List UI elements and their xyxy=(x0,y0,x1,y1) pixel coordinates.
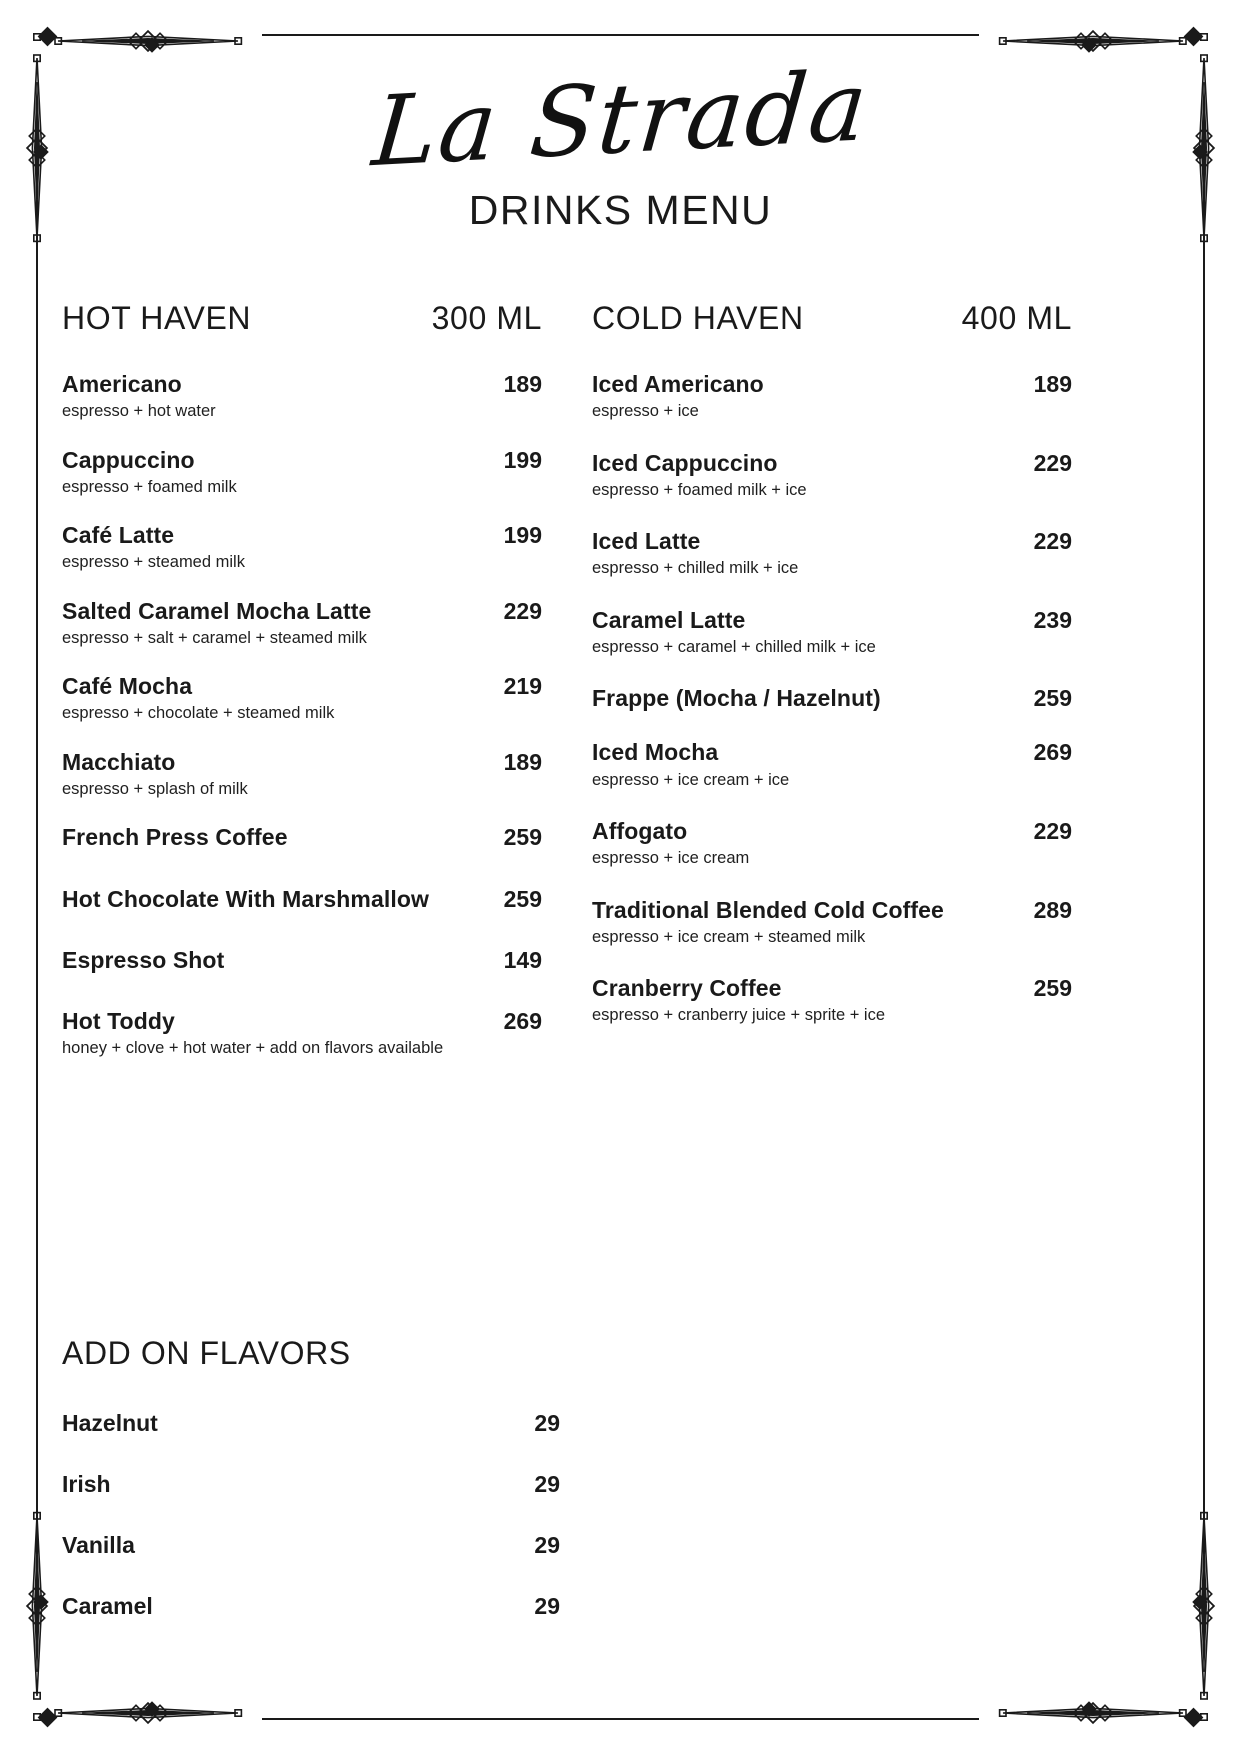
menu-item xyxy=(62,447,542,499)
menu-item-price: 229 xyxy=(1033,817,1072,844)
addon-item-price: 29 xyxy=(534,1593,560,1619)
menu-item-price: 229 xyxy=(1033,449,1072,476)
menu-item-text xyxy=(592,818,1014,870)
menu-item-description: espresso + chocolate + steamed milk xyxy=(62,704,335,723)
menu-item xyxy=(62,1008,542,1060)
menu-item-text xyxy=(62,598,484,650)
menu-item-text xyxy=(62,749,484,801)
menu-item-name: Café Latte xyxy=(62,522,175,549)
menu-item xyxy=(62,947,542,974)
menu-item-text xyxy=(62,1008,484,1060)
menu-section-add-on-flavors xyxy=(62,1335,560,1654)
menu-item-name: Traditional Blended Cold Coffee xyxy=(592,896,944,923)
menu-item-price: 149 xyxy=(503,946,542,973)
section-size-label: 400 ML xyxy=(961,300,1072,336)
menu-item-price: 189 xyxy=(1033,371,1072,397)
menu-item-text xyxy=(592,528,1014,580)
menu-item-text xyxy=(62,673,484,725)
menu-item-text xyxy=(62,824,484,851)
menu-item-text xyxy=(62,371,484,423)
menu-item-description: espresso + cranberry juice + sprite + ice xyxy=(592,1006,886,1025)
menu-item xyxy=(592,897,1072,949)
addon-item-price: 29 xyxy=(534,1471,560,1497)
menu-item-description: espresso + ice cream xyxy=(592,849,750,868)
menu-item-description: espresso + splash of milk xyxy=(62,779,248,798)
menu-item-text xyxy=(592,685,1014,712)
addon-item-name: Caramel xyxy=(62,1593,153,1619)
menu-item-description: espresso + foamed milk xyxy=(62,477,237,496)
section-header xyxy=(592,300,1072,337)
menu-item-name: Iced Latte xyxy=(592,528,701,555)
menu-item-price: 259 xyxy=(1033,975,1072,1002)
section-header xyxy=(62,300,542,337)
menu-item-price: 189 xyxy=(503,371,542,397)
menu-item xyxy=(592,685,1072,712)
menu-item-name: Iced Cappuccino xyxy=(592,449,778,476)
menu-item xyxy=(592,528,1072,580)
addon-item xyxy=(62,1471,560,1498)
section-title: COLD HAVEN xyxy=(592,300,804,336)
menu-item-price: 199 xyxy=(503,522,542,549)
menu-item-name: Café Mocha xyxy=(62,673,193,700)
menu-item-name: Americano xyxy=(62,371,182,397)
menu-item-text xyxy=(592,450,1014,502)
menu-item xyxy=(592,739,1072,791)
menu-item-text xyxy=(592,897,1014,949)
menu-item xyxy=(62,886,542,913)
menu-item-price: 269 xyxy=(1033,739,1072,766)
menu-item-description: honey + clove + hot water + add on flavors available xyxy=(62,1038,444,1057)
addon-item-price: 29 xyxy=(534,1532,560,1558)
menu-item-text xyxy=(592,607,1014,659)
menu-item-name: Espresso Shot xyxy=(62,946,225,973)
menu-item-text xyxy=(592,739,1014,791)
addon-item-name: Vanilla xyxy=(62,1532,135,1558)
menu-item-text xyxy=(62,447,484,499)
brand-logo: La Strada xyxy=(368,49,873,189)
art-deco-corner-ornament-icon xyxy=(991,1504,1241,1754)
section-size-label: 300 ML xyxy=(431,300,542,336)
menu-item-price: 259 xyxy=(503,885,542,912)
frame-left-rule xyxy=(36,200,38,1554)
menu-item-name: Hot Toddy xyxy=(62,1007,175,1034)
menu-item xyxy=(62,598,542,650)
menu-item-description: espresso + salt + caramel + steamed milk xyxy=(62,628,367,647)
menu-item-name: Cappuccino xyxy=(62,446,195,473)
menu-item-name: Salted Caramel Mocha Latte xyxy=(62,597,372,624)
menu-item-description: espresso + foamed milk + ice xyxy=(592,480,807,499)
addon-item xyxy=(62,1410,560,1437)
menu-item xyxy=(62,673,542,725)
menu-item-price: 189 xyxy=(503,748,542,775)
addon-item xyxy=(62,1532,560,1559)
menu-item xyxy=(62,371,542,423)
menu-item xyxy=(592,450,1072,502)
menu-item-price: 259 xyxy=(503,824,542,851)
menu-item-price: 259 xyxy=(1033,685,1072,712)
menu-item-description: espresso + hot water xyxy=(62,402,216,421)
menu-item-description: espresso + chilled milk + ice xyxy=(592,559,799,578)
menu-item-name: Hot Chocolate With Marshmallow xyxy=(62,885,429,912)
menu-item-price: 229 xyxy=(1033,528,1072,555)
menu-item-text xyxy=(62,522,484,574)
menu-item xyxy=(592,975,1072,1027)
menu-item-text xyxy=(62,947,484,974)
menu-section-cold-haven xyxy=(592,300,1072,1083)
menu-item xyxy=(592,818,1072,870)
menu-item-description: espresso + ice cream + ice xyxy=(592,770,790,789)
menu-item xyxy=(62,522,542,574)
addon-item xyxy=(62,1593,560,1620)
menu-item xyxy=(62,749,542,801)
section-title: HOT HAVEN xyxy=(62,300,252,336)
menu-item-price: 289 xyxy=(1033,896,1072,923)
menu-header xyxy=(0,49,1241,234)
frame-bottom-rule xyxy=(262,1718,979,1720)
menu-item-description: espresso + ice xyxy=(592,402,699,421)
menu-columns xyxy=(62,300,1072,1083)
menu-item xyxy=(62,824,542,851)
addon-item-name: Irish xyxy=(62,1471,111,1497)
menu-item-name: Caramel Latte xyxy=(592,606,746,633)
menu-item-price: 229 xyxy=(503,597,542,624)
addon-item-price: 29 xyxy=(534,1410,560,1436)
page-title: DRINKS MENU xyxy=(468,186,773,233)
menu-item-name: Iced Mocha xyxy=(592,739,719,766)
frame-top-rule xyxy=(262,34,979,36)
menu-section-hot-haven xyxy=(62,300,542,1083)
menu-item-name: French Press Coffee xyxy=(62,824,288,851)
menu-item xyxy=(592,371,1072,423)
addon-item-name: Hazelnut xyxy=(62,1410,158,1436)
menu-item-description: espresso + steamed milk xyxy=(62,553,245,572)
menu-item-text xyxy=(592,371,1014,423)
menu-item-name: Frappe (Mocha / Hazelnut) xyxy=(592,685,881,712)
menu-item-price: 239 xyxy=(1033,606,1072,633)
section-title: ADD ON FLAVORS xyxy=(62,1335,351,1371)
menu-item-name: Affogato xyxy=(592,817,688,844)
menu-item-text xyxy=(592,975,1014,1027)
menu-item-name: Cranberry Coffee xyxy=(592,975,782,1002)
menu-item-name: Iced Americano xyxy=(592,371,764,397)
menu-item-text xyxy=(62,886,484,913)
menu-item-price: 219 xyxy=(503,673,542,700)
menu-item-description: espresso + ice cream + steamed milk xyxy=(592,927,866,946)
menu-item-price: 269 xyxy=(503,1007,542,1034)
section-header xyxy=(62,1335,560,1372)
menu-item-description: espresso + caramel + chilled milk + ice xyxy=(592,637,876,656)
menu-item-price: 199 xyxy=(503,446,542,473)
menu-item xyxy=(592,607,1072,659)
menu-item-name: Macchiato xyxy=(62,748,176,775)
frame-right-rule xyxy=(1203,200,1205,1554)
